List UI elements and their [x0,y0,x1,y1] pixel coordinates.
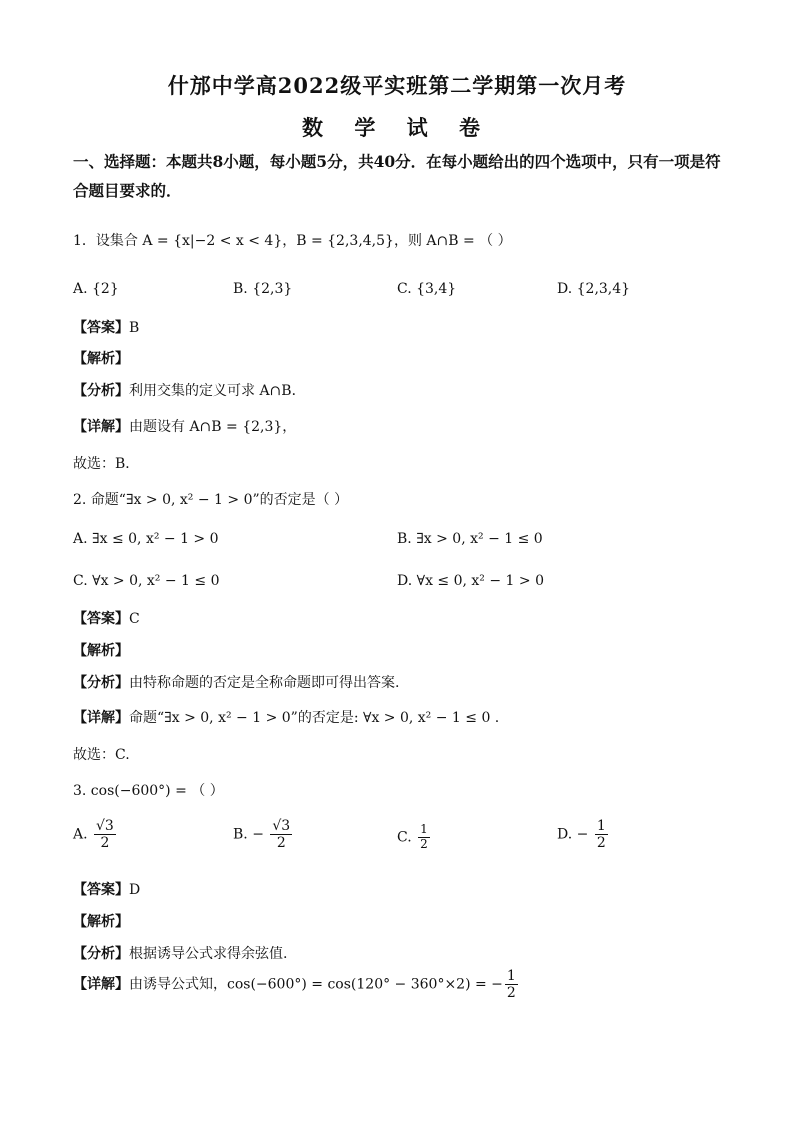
q3-detail-text: 由诱导公式知，cos(−600°) = cos(120° − 360°×2) = − [129,976,503,993]
q1-answer [73,317,139,337]
q3-option-a-label: A. [73,826,88,843]
fenxi-tag: 【分析】 [73,383,129,399]
denominator: 2 [276,835,286,852]
q1-conclusion: 故选：B． [73,456,140,472]
q1-option-d: D. {2,3,4} [557,281,631,297]
q1-option-c: C. {3,4} [397,281,457,297]
numerator: √3 [96,818,114,834]
analysis-tag: 【解析】 [73,351,129,367]
q1-answer-value: B [129,320,140,336]
q3-option-c [397,823,432,852]
q1-detail-text: 由题设有 A∩B = {2,3}， [129,419,297,435]
analysis-tag: 【解析】 [73,643,129,659]
q3-option-b-label: B. − [233,826,264,843]
q2-stem: 2. 命题“∃x > 0, x² − 1 > 0”的否定是（ ） [73,492,349,508]
numerator: 1 [420,822,428,836]
q2-detail-text: 命题“∃x > 0, x² − 1 > 0”的否定是: ∀x > 0, x² − 1 ≤ 0 . [129,710,500,726]
exam-title: 什邡中学高2022级平实班第二学期第一次月考 [167,73,627,98]
exam-subtitle: 数 学 试 卷 [302,115,492,140]
numerator: 1 [596,818,606,834]
q1-detail [73,416,296,436]
analysis-tag: 【解析】 [73,914,129,930]
q2-option-c: C. ∀x > 0, x² − 1 ≤ 0 [73,573,220,589]
q2-answer-value: C [129,611,140,627]
denominator: 2 [596,835,606,852]
detail-tag: 【详解】 [73,419,129,435]
fraction [270,818,292,851]
denominator: 2 [420,836,428,851]
q3-analysis [73,911,129,931]
q2-analysis [73,640,129,660]
fenxi-tag: 【分析】 [73,946,129,962]
q1-option-b: B. {2,3} [233,281,293,297]
fraction [505,968,518,1001]
detail-tag: 【详解】 [73,976,129,993]
q3-option-d-label: D. − [557,826,589,843]
section-instructions: 一、选择题：本题共8小题，每小题5分，共40分．在每小题给出的四个选项中，只有一项是符合题目要求的． [73,152,721,200]
numerator: 1 [506,968,516,984]
q3-answer [73,879,140,899]
fraction [418,823,430,852]
answer-tag: 【答案】 [73,320,129,336]
answer-tag: 【答案】 [73,882,129,898]
q1-fenxi-text: 利用交集的定义可求 A∩B． [129,383,306,399]
q3-answer-value: D [129,882,141,898]
q3-option-c-label: C. [397,829,412,846]
q1-fenxi [73,380,306,400]
q3-option-b [233,818,294,851]
q2-option-a: A. ∃x ≤ 0, x² − 1 > 0 [73,531,219,547]
numerator: √3 [272,818,291,834]
q3-option-d [557,818,610,851]
denominator: 2 [506,985,516,1002]
q2-answer [73,608,140,628]
fraction [94,818,116,851]
q2-fenxi [73,672,399,692]
answer-tag: 【答案】 [73,611,129,627]
q3-fenxi-text: 根据诱导公式求得余弦值. [129,946,288,962]
fenxi-tag: 【分析】 [73,675,129,691]
q3-fenxi [73,943,287,963]
q3-stem: 3. cos(−600°) = （ ） [73,783,224,799]
q2-detail [73,707,499,727]
q1-analysis [73,348,129,368]
q2-fenxi-text: 由特称命题的否定是全称命题即可得出答案. [129,675,400,691]
q2-option-b: B. ∃x > 0, x² − 1 ≤ 0 [397,531,543,547]
q1-option-a: A. {2} [73,281,119,297]
q3-option-a [73,818,118,851]
q1-stem: 1．设集合 A = {x|−2 < x < 4}，B = {2,3,4,5}，则 A∩B = （ ） [73,233,512,249]
q2-option-d: D. ∀x ≤ 0, x² − 1 > 0 [397,573,544,589]
denominator: 2 [100,835,110,852]
q2-conclusion: 故选：C. [73,747,130,763]
fraction [595,818,608,851]
q3-detail [73,968,520,1001]
detail-tag: 【详解】 [73,710,129,726]
